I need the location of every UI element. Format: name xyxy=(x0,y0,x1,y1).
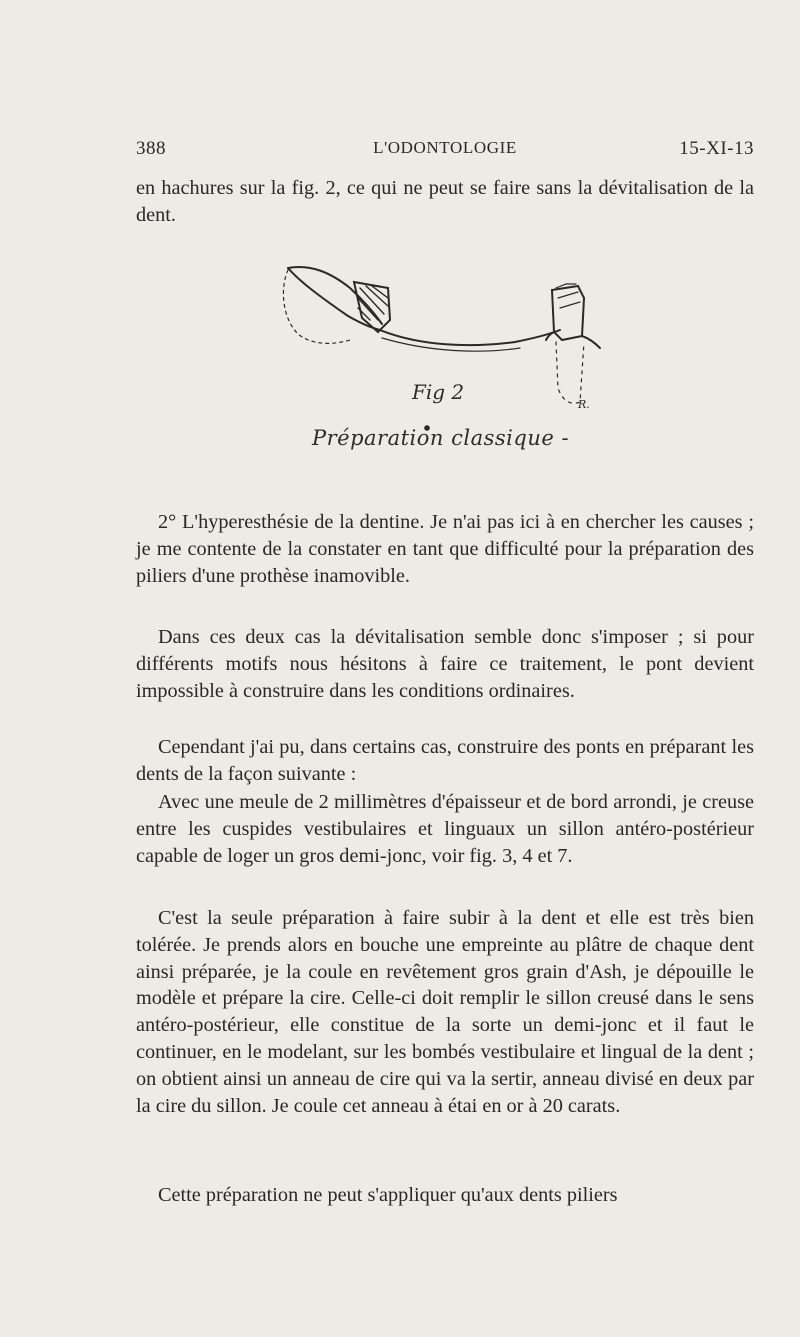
paragraph-hyperesthesia: 2° L'hyperesthésie de la dentine. Je n'ai pas ici à en chercher les causes ; je me contente de la constater en tant que difficulté pour la préparation des piliers d'une prothèse inamovible. xyxy=(136,511,754,587)
artist-signature: R. xyxy=(578,398,590,411)
paragraph-limitation: Cette préparation ne peut s'appliquer qu'aux dents piliers xyxy=(158,1184,618,1206)
figure-number: Fig 2 xyxy=(412,380,465,404)
figure-2 xyxy=(270,258,610,473)
page-header xyxy=(136,138,754,168)
figure-caption: Préparation classique - xyxy=(312,426,570,450)
issue-date: 15-XI-13 xyxy=(679,138,754,159)
page-number: 388 xyxy=(136,138,166,159)
running-title: L'ODONTOLOGIE xyxy=(373,138,517,157)
paragraph-impression: C'est la seule préparation à faire subir à la dent et elle est très bien tolérée. Je prends alors en bouche une empreinte au plâtre de chaque dent ainsi préparée, je la coule en revêtement gros grain d'Ash, je dépouille le modèle et prépare la cire. Celle-ci doit remplir le sillon creusé dans le sens antéro-postérieur, elle constitue de la sorte un demi-jonc et il faut le continuer, en le modelant, sur les bombés vestibulaire et lingual de la dent ; on obtient ainsi un anneau de cire qui va la sertir, anneau divisé en deux par la cire du sillon. Je coule cet anneau à étai en or à 20 carats. xyxy=(136,907,754,1117)
paragraph-method-intro: Cependant j'ai pu, dans certains cas, construire des ponts en préparant les dents de la façon suivante : xyxy=(136,736,754,785)
paragraph-grinding: Avec une meule de 2 millimètres d'épaisseur et de bord arrondi, je creuse entre les cuspides vestibulaires et linguaux un sillon antéro-postérieur capable de loger un gros demi-jonc, voir fig. 3, 4 et 7. xyxy=(136,791,754,867)
paragraph-devitalisation: Dans ces deux cas la dévitalisation semble donc s'imposer ; si pour différents motifs nous hésitons à faire ce traitement, le pont devient impossible à construire dans les conditions ordinaires. xyxy=(136,626,754,702)
paragraph-intro: en hachures sur la fig. 2, ce qui ne peut se faire sans la dévitalisation de la dent. xyxy=(136,177,754,226)
